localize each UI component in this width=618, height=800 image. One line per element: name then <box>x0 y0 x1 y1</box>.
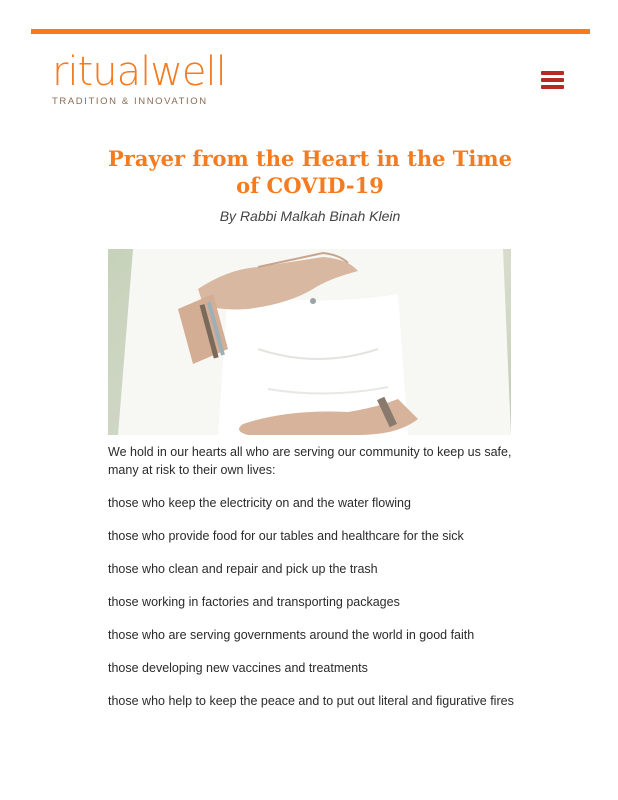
prayer-line: those who keep the electricity on and the water flowing <box>108 496 411 510</box>
prayer-line: those who provide food for our tables and healthcare for the sick <box>108 529 464 543</box>
article-byline: By Rabbi Malkah Binah Klein <box>219 208 401 224</box>
logo-wordmark: ritualwell <box>52 49 226 95</box>
logo-tagline: TRADITION & INNOVATION <box>52 96 208 107</box>
hero-image-illustration <box>108 249 511 435</box>
prayer-line: those who clean and repair and pick up the trash <box>108 562 378 576</box>
article-title: Prayer from the Heart in the Time of COVID-19 <box>108 146 512 198</box>
hero-image-hands-on-heart <box>108 249 511 435</box>
hamburger-menu-icon[interactable] <box>541 71 564 90</box>
ritualwell-logo[interactable] <box>52 50 226 107</box>
article-body <box>108 443 518 725</box>
prayer-line: those who are serving governments around the world in good faith <box>108 628 475 642</box>
prayer-line: those developing new vaccines and treatments <box>108 661 368 675</box>
article-intro: We hold in our hearts all who are serving our community to keep us safe, many at risk to their own lives: <box>108 445 512 477</box>
prayer-line: those who help to keep the peace and to put out literal and figurative fires <box>108 694 514 708</box>
top-accent-bar <box>31 29 590 34</box>
prayer-line: those working in factories and transporting packages <box>108 595 400 609</box>
